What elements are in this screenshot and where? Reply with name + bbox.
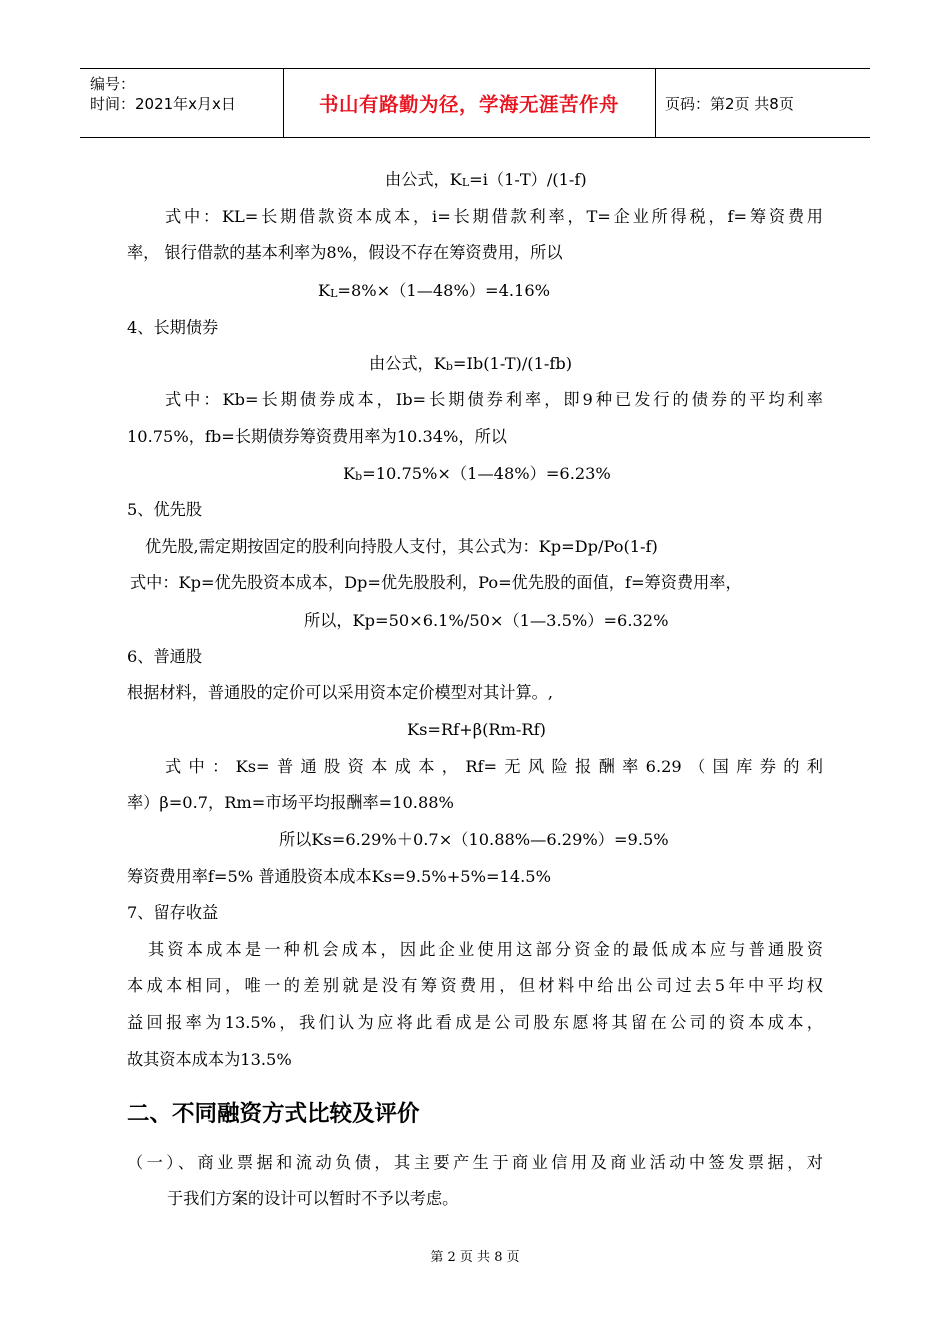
paragraph-line: 率）β=0.7，Rm=市场平均报酬率=10.88% — [127, 793, 454, 812]
formula-ks-result: 所以Ks=6.29%＋0.7×（10.88%—6.29%）=9.5% — [279, 830, 669, 849]
page-footer: 第 2 页 共 8 页 — [430, 1250, 520, 1265]
paragraph-line: 本成本相同，唯一的差别就是没有筹资费用，但材料中给出公司过去5年中平均权 — [127, 976, 823, 995]
formula-ks: Ks=Rf+β(Rm-Rf) — [407, 720, 546, 739]
formula-kl-result: KL=8%×（1—48%）=4.16% — [318, 281, 551, 300]
page-label: 页码：第2页 共8页 — [665, 94, 794, 113]
motto: 书山有路勤为径，学海无涯苦作舟 — [318, 93, 619, 116]
paragraph-line: 式中：Ks=普通股资本成本，Rf=无风险报酬率6.29（国库券的利 — [165, 757, 823, 776]
section-heading: 7、留存收益 — [127, 903, 219, 922]
paragraph-line: （一）、商业票据和流动负债，其主要产生于商业信用及商业活动中签发票据，对 — [127, 1153, 823, 1172]
paragraph-line: 率， 银行借款的基本利率为8%，假设不存在筹资费用，所以 — [127, 243, 563, 262]
header-meta — [80, 69, 284, 137]
paragraph-line: 式中：KL=长期借款资本成本，i=长期借款利率，T=企业所得税，f=筹资费用 — [165, 207, 823, 226]
header-motto-cell — [283, 69, 656, 137]
section-heading: 5、优先股 — [127, 500, 203, 519]
paragraph-line: 其资本成本是一种机会成本，因此企业使用这部分资金的最低成本应与普通股资 — [148, 940, 823, 959]
formula-kp-result: 所以，Kp=50×6.1%/50×（1—3.5%）=6.32% — [304, 611, 669, 630]
paragraph-line: 优先股,需定期按固定的股利向持股人支付，其公式为：Kp=Dp/Po(1-f) — [145, 537, 658, 556]
paragraph-line: 式中：Kp=优先股资本成本，Dp=优先股股利，Po=优先股的面值，f=筹资费用率， — [130, 573, 742, 592]
code-label: 编号： — [90, 75, 136, 93]
paragraph-line: 10.75%，fb=长期债券筹资费用率为10.34%，所以 — [127, 427, 507, 446]
section-heading: 4、长期债券 — [127, 318, 219, 337]
paragraph-line: 根据材料，普通股的定价可以采用资本定价模型对其计算。, — [127, 683, 554, 702]
formula-kb-result: Kb=10.75%×（1—48%）=6.23% — [343, 464, 611, 483]
paragraph-line: 筹资费用率f=5% 普通股资本成本Ks=9.5%+5%=14.5% — [127, 867, 551, 886]
paragraph-line: 故其资本成本为13.5% — [127, 1050, 292, 1069]
paragraph-line: 于我们方案的设计可以暂时不予以考虑。 — [167, 1189, 459, 1208]
section-heading: 6、普通股 — [127, 647, 203, 666]
paragraph-line: 益回报率为13.5%，我们认为应将此看成是公司股东愿将其留在公司的资本成本， — [127, 1013, 823, 1032]
page-header — [80, 68, 870, 138]
paragraph-line: 式中：Kb=长期债券成本，Ib=长期债券利率，即9种已发行的债券的平均利率 — [165, 390, 823, 409]
formula-kl: 由公式，KL=i（1-T）/(1-f) — [385, 170, 587, 189]
formula-kb: 由公式，Kb=Ib(1-T)/(1-fb) — [369, 354, 573, 373]
header-page-cell — [655, 69, 870, 137]
section-title: 二、不同融资方式比较及评价 — [127, 1101, 420, 1127]
time-label: 时间：2021年x月x日 — [90, 95, 236, 113]
